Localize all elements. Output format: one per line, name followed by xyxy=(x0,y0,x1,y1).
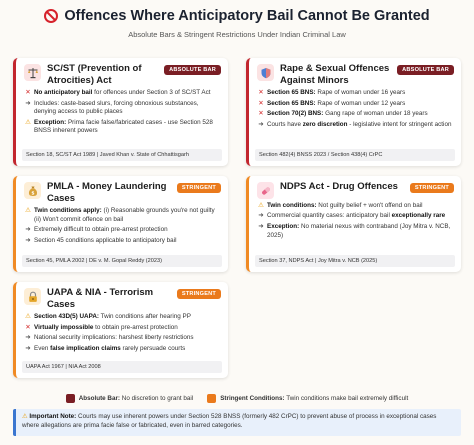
warning-icon: ⚠ xyxy=(25,313,31,321)
status-badge: ABSOLUTE BAR xyxy=(397,65,454,75)
card-title: SC/ST (Prevention of Atrocities) Act xyxy=(47,63,142,86)
arrow-icon: ➜ xyxy=(25,99,31,107)
list-item: ➜ Even false implication claims rarely persuade courts xyxy=(25,344,186,352)
page-header xyxy=(0,8,474,39)
list-item: ➜ Courts have zero discretion - legislative intent for stringent action xyxy=(258,120,452,128)
arrow-icon: ➜ xyxy=(25,226,31,234)
list-item: ➜ Commercial quantity cases: anticipatory bail exceptionally rare xyxy=(258,212,446,220)
arrow-icon: ➜ xyxy=(25,334,31,342)
list-item: ➜ Includes: caste-based slurs, forcing obnoxious substances, denying access to public places xyxy=(25,99,199,116)
list-item: ✕ Section 65 BNS: Rape of woman under 16 years xyxy=(258,89,406,97)
list-item: ⚠ Twin conditions apply: (i) Reasonable grounds you're not guilty (ii) Won't commit offence on bail xyxy=(25,207,215,223)
list-item: ⚠ Section 43D(5) UAPA: Twin conditions after hearing PP xyxy=(25,313,191,321)
absolute-swatch xyxy=(66,394,75,403)
ban-icon xyxy=(44,9,58,23)
card-sexual-offences xyxy=(246,58,461,166)
citation: Section 18, SC/ST Act 1989 | Javed Khan v. State of Chhattisgarh xyxy=(22,149,222,161)
warning-icon: ⚠ xyxy=(25,207,31,215)
list-item: ✕ Section 70(2) BNS: Gang rape of woman under 18 years xyxy=(258,110,428,118)
arrow-icon: ➜ xyxy=(258,212,264,220)
list-item: ✕ Virtually impossible to obtain pre-arrest protection xyxy=(25,323,178,331)
note-label: Important Note: xyxy=(29,413,77,420)
pill-icon xyxy=(257,182,274,199)
page-title xyxy=(0,8,474,24)
list-item: ➜ National security implications: harshest liberty restrictions xyxy=(25,334,194,342)
stringent-swatch xyxy=(207,394,216,403)
money-bag-icon xyxy=(24,182,41,199)
cross-icon: ✕ xyxy=(258,110,264,118)
page-subtitle: Absolute Bars & Stringent Restrictions Under Indian Criminal Law xyxy=(128,30,346,39)
warning-icon: ⚠ xyxy=(22,413,28,420)
citation: Section 45, PMLA 2002 | DE v. M. Gopal Reddy (2023) xyxy=(22,255,222,267)
cross-icon: ✕ xyxy=(25,89,31,97)
list-item: ➜ Exception: No material nexus with contraband (Joy Mitra v. NCB, 2025) xyxy=(258,222,451,239)
citation: Section 37, NDPS Act | Joy Mitra v. NCB (2025) xyxy=(255,255,455,267)
legend-stringent: Stringent Conditions: Twin conditions make bail extremely difficult xyxy=(207,394,408,403)
card-pmla xyxy=(13,176,228,272)
warning-icon: ⚠ xyxy=(258,202,264,209)
cross-icon: ✕ xyxy=(25,323,31,331)
card-uapa xyxy=(13,282,228,378)
warning-icon: ⚠ xyxy=(25,118,31,126)
card-title: UAPA & NIA - Terrorism Cases xyxy=(47,287,154,310)
citation: Section 482(4) BNSS 2023 / Section 438(4) CrPC xyxy=(255,149,455,161)
list-item: ➜ Extremely difficult to obtain pre-arrest protection xyxy=(25,226,168,234)
citation: UAPA Act 1967 | NIA Act 2008 xyxy=(22,361,222,373)
status-badge: STRINGENT xyxy=(177,289,221,299)
cross-icon: ✕ xyxy=(258,99,264,107)
svg-text:$: $ xyxy=(30,190,35,196)
list-item: ➜ Section 45 conditions applicable to anticipatory bail xyxy=(25,236,177,244)
page-title-text: Offences Where Anticipatory Bail Cannot Be Granted xyxy=(64,8,430,24)
list-item: ✕ No anticipatory bail for offences under Section 3 of SC/ST Act xyxy=(25,89,211,97)
card-title: NDPS Act - Drug Offences xyxy=(280,181,398,192)
lock-icon xyxy=(24,288,41,305)
arrow-icon: ➜ xyxy=(258,120,264,128)
list-item: ⚠ Twin conditions: Not guilty belief + won't offend on bail xyxy=(258,202,423,209)
status-badge: ABSOLUTE BAR xyxy=(164,65,221,75)
important-note xyxy=(13,409,461,436)
list-item: ✕ Section 65 BNS: Rape of woman under 12 years xyxy=(258,99,406,107)
card-scst-act xyxy=(13,58,228,166)
card-ndps xyxy=(246,176,461,272)
arrow-icon: ➜ xyxy=(25,344,31,352)
shield-icon xyxy=(257,64,274,81)
arrow-icon: ➜ xyxy=(258,222,264,230)
arrow-icon: ➜ xyxy=(25,236,31,244)
status-badge: STRINGENT xyxy=(410,183,454,193)
cross-icon: ✕ xyxy=(258,89,264,97)
card-title: PMLA - Money Laundering Cases xyxy=(47,181,167,204)
list-item: ⚠ Exception: Prima facie false/fabricated cases - use Section 528 BNSS inherent powers xyxy=(25,118,213,135)
legend xyxy=(0,394,474,403)
status-badge: STRINGENT xyxy=(177,183,221,193)
note-text: Courts may use inherent powers under Section 528 BNSS (formerly 482 CrPC) to prevent abuse of process in exceptional cases where allegations are prima facie false or fabricated, even in barred categories. xyxy=(22,413,437,429)
scales-icon xyxy=(24,64,41,81)
card-title: Rape & Sexual Offences Against Minors xyxy=(280,63,390,86)
legend-absolute: Absolute Bar: No discretion to grant bail xyxy=(66,394,193,403)
